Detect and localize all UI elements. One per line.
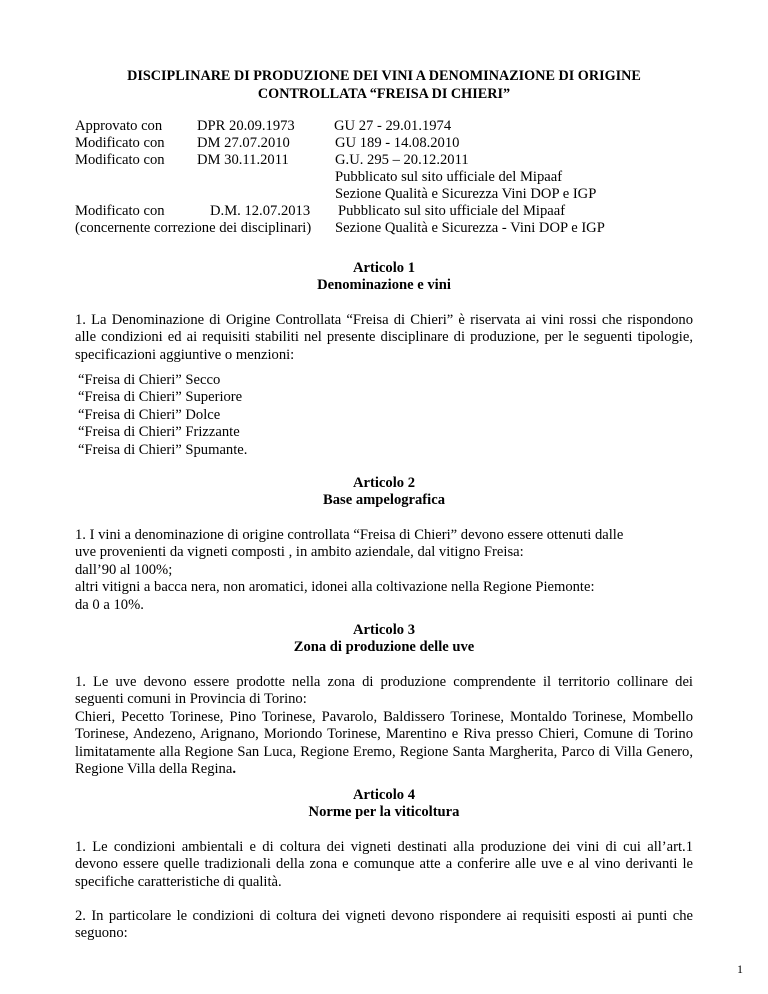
- article-2-paragraph: [75, 527, 715, 614]
- record-gazette: Sezione Qualità e Sicurezza - Vini DOP e IGP: [335, 220, 605, 236]
- record-decree: DPR 20.09.1973: [197, 118, 295, 134]
- article-title: Base ampelografica: [323, 492, 445, 509]
- article-1-paragraph: 1. La Denominazione di Origine Controllata “Freisa di Chieri” è riservata ai vini rossi che rispondono alle condizioni ed ai requisiti stabiliti nel presente disciplinare di produzione, per le seguenti tipologie, specificazioni aggiuntive o menzioni:: [75, 312, 693, 363]
- text-paragraph: 1. Le uve devono essere prodotte nella zona di produzione comprendente il territorio collinare dei seguenti comuni in Provincia di Torino:: [75, 674, 693, 708]
- article-title: Norme per la viticoltura: [308, 804, 460, 821]
- record-gazette: GU 27 - 29.01.1974: [334, 118, 452, 134]
- record-decree: D.M. 12.07.2013: [210, 203, 311, 219]
- article-4-heading: [75, 787, 693, 822]
- record-gazette: Pubblicato sul sito ufficiale del Mipaaf: [338, 203, 566, 219]
- communes-paragraph: [75, 709, 693, 779]
- article-title: Zona di produzione delle uve: [293, 639, 475, 656]
- record-note: Pubblicato sul sito ufficiale del Mipaaf: [335, 169, 563, 185]
- record-gazette: GU 189 - 14.08.2010: [335, 135, 460, 151]
- article-3-heading: [75, 622, 693, 657]
- communes-text: Chieri, Pecetto Torinese, Pino Torinese, Pavarolo, Baldissero Torinese, Montaldo Torinese, Mombello Torinese, Andezeno, Arignano, Moriondo Torinese, Marentino e Riva presso Chieri, Comune di Torino limitatamente alla Regione San Luca, Regione Eremo, Regione Santa Margherita, Parco di Villa Genero, Regione Villa della Regina: [75, 708, 693, 778]
- record-label: Modificato con: [75, 203, 165, 219]
- final-period: .: [232, 761, 236, 778]
- record-label: (concernente correzione dei disciplinari): [75, 220, 312, 236]
- list-item: “Freisa di Chieri” Frizzante: [78, 424, 240, 441]
- list-item: “Freisa di Chieri” Secco: [78, 372, 221, 388]
- title-line-1: DISCIPLINARE DI PRODUZIONE DEI VINI A DENOMINAZIONE DI ORIGINE: [127, 68, 641, 84]
- record-label: Modificato con: [75, 152, 165, 168]
- article-number: Articolo 1: [352, 260, 415, 276]
- wine-types-list: [78, 372, 247, 459]
- list-item: “Freisa di Chieri” Dolce: [78, 406, 221, 423]
- article-4-paragraph-2: 2. In particolare le condizioni di coltura dei vigneti devono rispondere ai requisiti esposti ai punti che seguono:: [75, 908, 693, 942]
- text-line: uve provenienti da vigneti composti , in ambito aziendale, dal vitigno Freisa:: [75, 544, 524, 561]
- text-line: dall’90 al 100%;: [75, 561, 173, 578]
- page-number: 1: [737, 962, 743, 976]
- document-title: [75, 67, 693, 103]
- article-title: Denominazione e vini: [317, 277, 451, 294]
- text-line: 1. I vini a denominazione di origine controllata “Freisa di Chieri” devono essere ottenuti dalle: [75, 527, 624, 543]
- text-line: da 0 a 10%.: [75, 596, 144, 613]
- article-number: Articolo 4: [352, 787, 415, 803]
- title-line-2: CONTROLLATA “FREISA DI CHIERI”: [257, 86, 511, 102]
- record-decree: DM 27.07.2010: [197, 135, 290, 151]
- article-4-paragraph-1: 1. Le condizioni ambientali e di coltura dei vigneti destinati alla produzione dei vini di cui all’art.1 devono essere quelle tradizionali della zona e comunque atte a conferire alle uve e al vino derivanti le specifiche caratteristiche di qualità.: [75, 839, 693, 890]
- record-gazette: G.U. 295 – 20.12.2011: [335, 152, 469, 168]
- article-3-paragraph: [75, 674, 693, 778]
- article-2-heading: [75, 475, 693, 510]
- record-note: Sezione Qualità e Sicurezza Vini DOP e IGP: [335, 186, 597, 202]
- article-1-heading: [75, 260, 693, 295]
- record-label: Modificato con: [75, 135, 165, 151]
- text-line: altri vitigni a bacca nera, non aromatici, idonei alla coltivazione nella Regione Piemonte:: [75, 579, 595, 596]
- list-item: “Freisa di Chieri” Superiore: [78, 389, 243, 406]
- record-label: Approvato con: [75, 118, 163, 134]
- record-decree: DM 30.11.2011: [197, 152, 289, 168]
- list-item: “Freisa di Chieri” Spumante.: [78, 441, 248, 458]
- article-number: Articolo 2: [352, 475, 415, 491]
- article-number: Articolo 3: [352, 622, 415, 638]
